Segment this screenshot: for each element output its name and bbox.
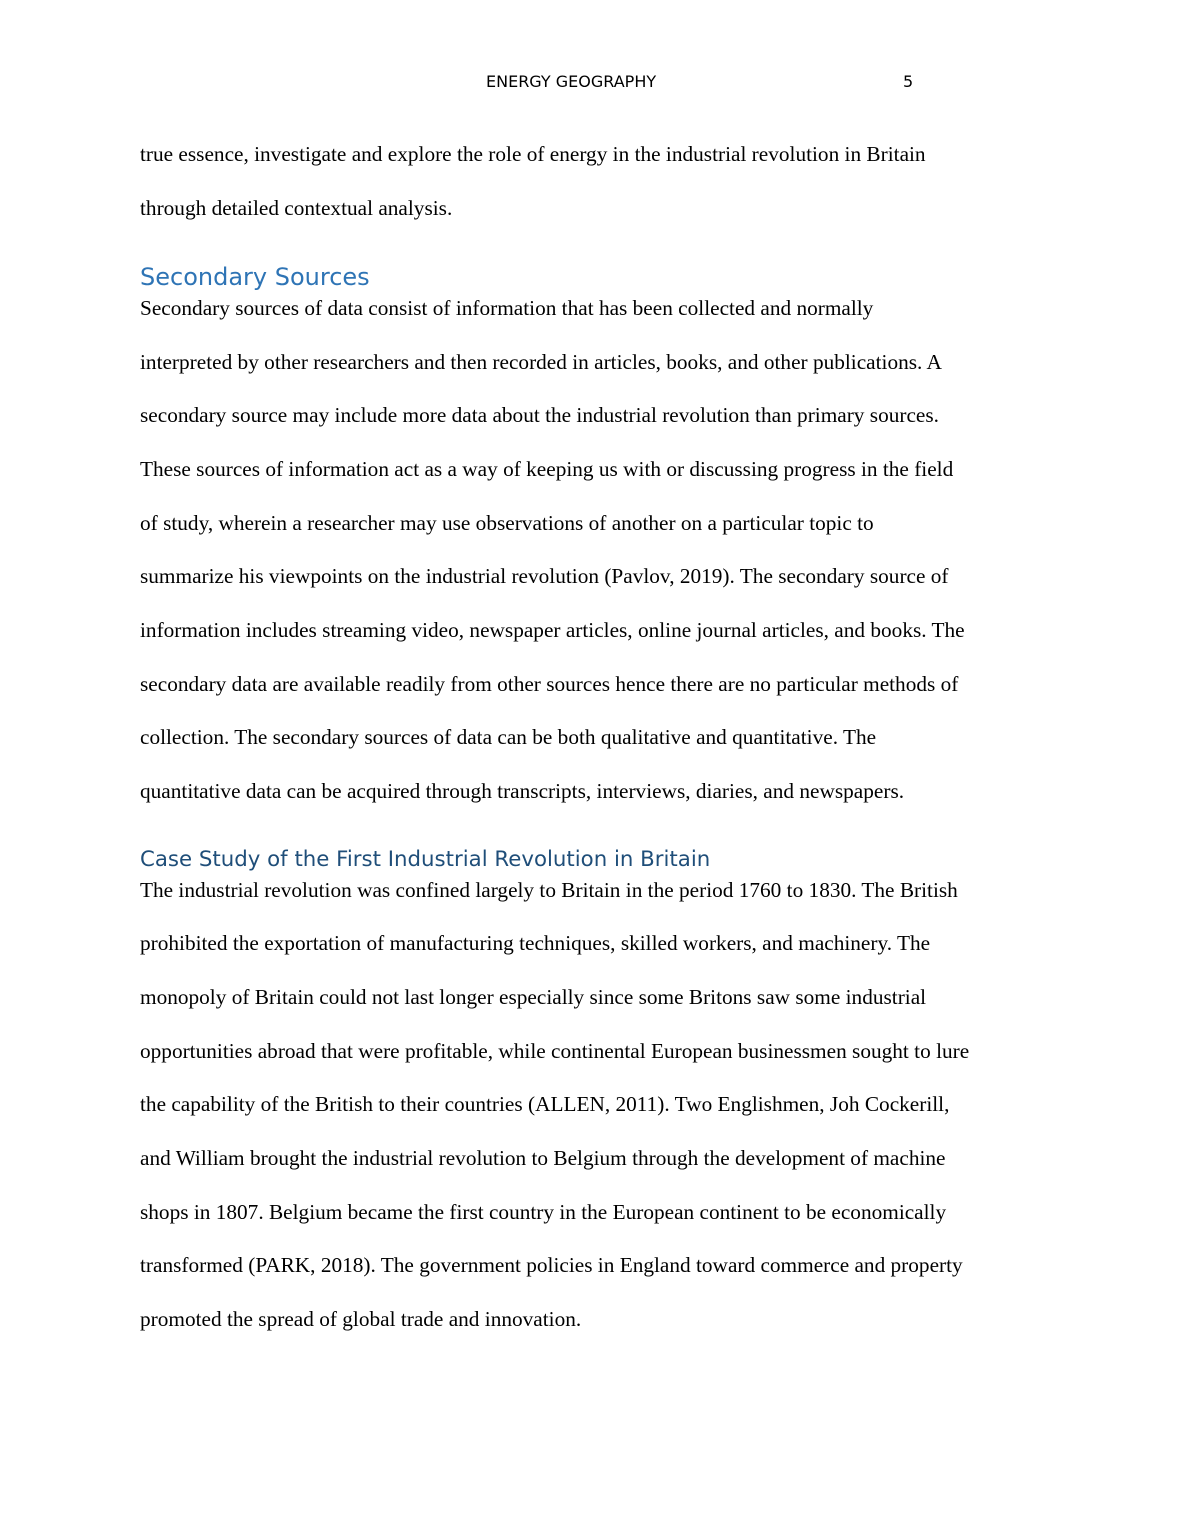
paragraph-line: Secondary sources of data consist of information that has been collected and normally	[140, 296, 874, 320]
paragraph-line: prohibited the exportation of manufacturing techniques, skilled workers, and machinery. The	[140, 931, 931, 955]
paragraph-line: These sources of information act as a way of keeping us with or discussing progress in the field	[140, 457, 954, 481]
paragraph-line: interpreted by other researchers and then recorded in articles, books, and other publications. A	[140, 350, 942, 374]
paragraph-line: secondary source may include more data about the industrial revolution than primary sources.	[140, 403, 939, 427]
page-number: 5	[903, 72, 914, 91]
paragraph-line: information includes streaming video, newspaper articles, online journal articles, and books. The	[140, 618, 965, 642]
paragraph-line: opportunities abroad that were profitable, while continental European businessmen sought to lure	[140, 1039, 970, 1063]
paragraph-line: through detailed contextual analysis.	[140, 196, 453, 220]
paragraph-line: secondary data are available readily from other sources hence there are no particular methods of	[140, 672, 959, 696]
paragraph-line: of study, wherein a researcher may use observations of another on a particular topic to	[140, 511, 874, 535]
paragraph-line: true essence, investigate and explore the role of energy in the industrial revolution in Britain	[140, 142, 926, 166]
paragraph-line: and William brought the industrial revolution to Belgium through the development of machine	[140, 1146, 946, 1170]
paragraph-line: collection. The secondary sources of data can be both qualitative and quantitative. The	[140, 725, 877, 749]
paragraph-line: shops in 1807. Belgium became the first country in the European continent to be economically	[140, 1200, 947, 1224]
paragraph-line: transformed (PARK, 2018). The government policies in England toward commerce and property	[140, 1253, 963, 1277]
paragraph-line: summarize his viewpoints on the industrial revolution (Pavlov, 2019). The secondary source of	[140, 564, 949, 588]
paragraph-line: monopoly of Britain could not last longer especially since some Britons saw some industrial	[140, 985, 927, 1009]
running-head: ENERGY GEOGRAPHY	[486, 72, 657, 91]
paragraph-line: promoted the spread of global trade and innovation.	[140, 1307, 582, 1331]
paragraph-line: the capability of the British to their countries (ALLEN, 2011). Two Englishmen, Joh Cockerill,	[140, 1092, 950, 1116]
paragraph-line: The industrial revolution was confined largely to Britain in the period 1760 to 1830. The British	[140, 878, 958, 902]
paragraph-line: quantitative data can be acquired through transcripts, interviews, diaries, and newspapers.	[140, 779, 905, 803]
section-heading-secondary-sources: Secondary Sources	[140, 263, 370, 291]
section-heading-case-study: Case Study of the First Industrial Revolution in Britain	[140, 847, 711, 872]
